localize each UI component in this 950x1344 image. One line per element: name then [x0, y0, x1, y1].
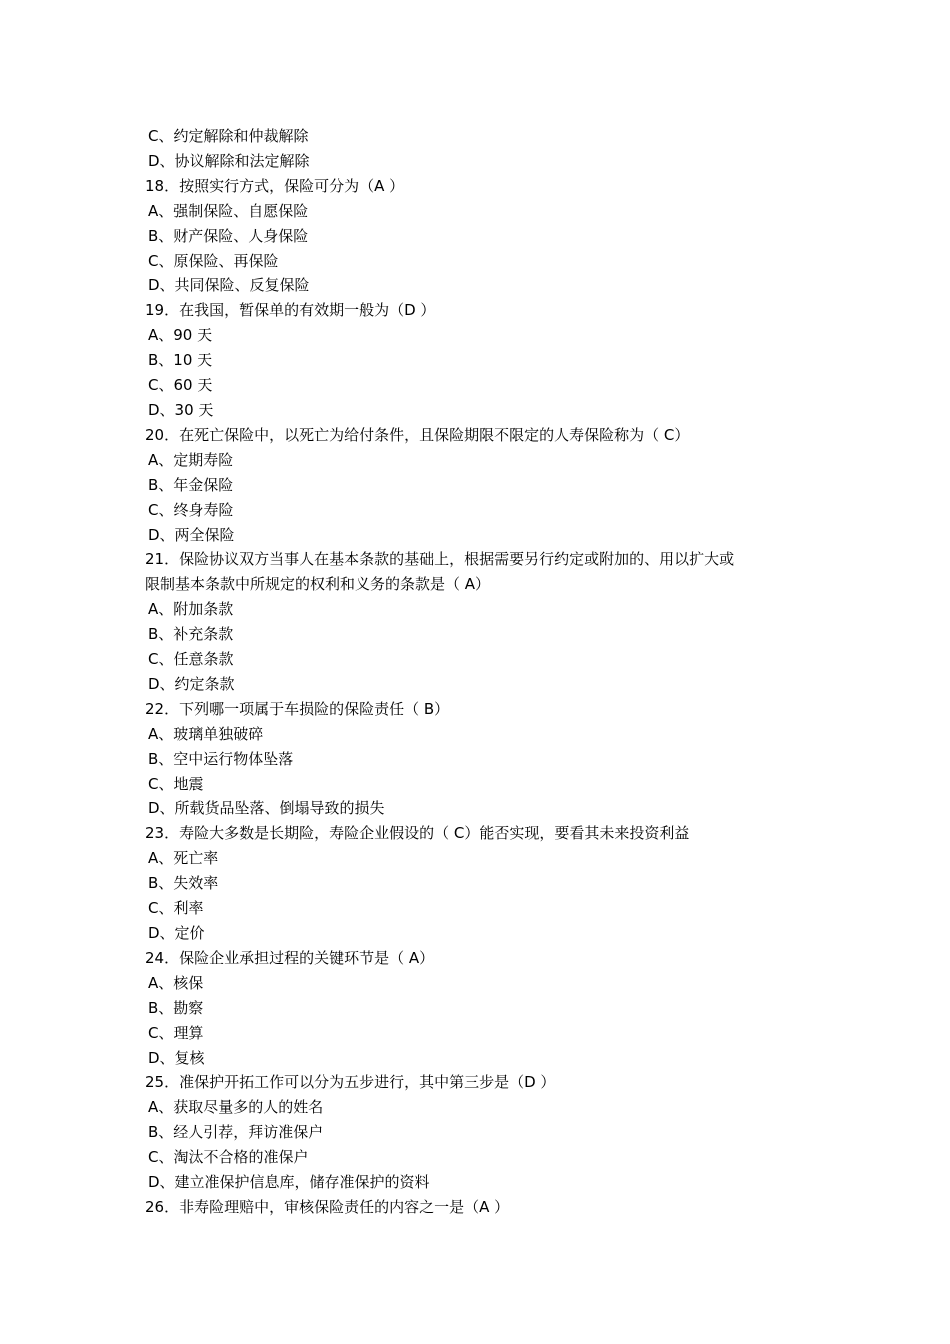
option-line: D、协议解除和法定解除 [148, 151, 310, 170]
question-line-continued: 限制基本条款中所规定的权利和义务的条款是（ A） [145, 575, 491, 594]
option-line: A、定期寿险 [148, 450, 234, 469]
question-line: 24．保险企业承担过程的关键环节是（ A） [145, 948, 435, 967]
option-line: A、获取尽量多的人的姓名 [148, 1098, 324, 1117]
option-line: C、任意条款 [148, 650, 234, 669]
option-line: C、地震 [148, 774, 204, 793]
option-line: A、死亡率 [148, 849, 219, 868]
option-line: B、10 天 [148, 351, 213, 370]
option-line: A、90 天 [148, 326, 213, 345]
option-line: B、财产保险、人身保险 [148, 226, 309, 245]
question-line: 26．非寿险理赔中，审核保险责任的内容之一是（A ） [145, 1197, 510, 1216]
option-line: C、原保险、再保险 [148, 251, 279, 270]
option-line: B、勘察 [148, 998, 204, 1017]
question-line: 25．准保护开拓工作可以分为五步进行，其中第三步是（D ） [145, 1073, 556, 1092]
option-line: D、两全保险 [148, 525, 235, 544]
question-line: 20．在死亡保险中，以死亡为给付条件，且保险期限不限定的人寿保险称为（ C） [145, 425, 690, 444]
option-line: B、失效率 [148, 874, 219, 893]
option-line: B、补充条款 [148, 625, 234, 644]
option-line: B、经人引荐，拜访准保户 [148, 1123, 324, 1142]
option-line: D、30 天 [148, 400, 214, 419]
option-line: D、建立准保护信息库，储存准保护的资料 [148, 1173, 430, 1192]
option-line: D、约定条款 [148, 674, 235, 693]
option-line: A、强制保险、自愿保险 [148, 201, 309, 220]
option-line: C、理算 [148, 1023, 204, 1042]
question-line: 22．下列哪一项属于车损险的保险责任（ B） [145, 699, 450, 718]
question-line: 18．按照实行方式，保险可分为（A ） [145, 176, 405, 195]
option-line: B、空中运行物体坠落 [148, 749, 294, 768]
question-line: 23．寿险大多数是长期险，寿险企业假设的（ C）能否实现，要看其未来投资利益 [145, 824, 690, 843]
option-line: C、淘汰不合格的准保户 [148, 1148, 309, 1167]
option-line: D、所载货品坠落、倒塌导致的损失 [148, 799, 385, 818]
question-line: 19．在我国，暂保单的有效期一般为（D ） [145, 301, 436, 320]
option-line: D、定价 [148, 924, 205, 942]
option-line: A、附加条款 [148, 600, 234, 619]
question-line: 21．保险协议双方当事人在基本条款的基础上，根据需要另行约定或附加的、用以扩大或 [145, 550, 735, 569]
option-line: C、终身寿险 [148, 500, 234, 519]
option-line: B、年金保险 [148, 475, 234, 494]
option-line: A、玻璃单独破碎 [148, 724, 264, 743]
option-line: C、约定解除和仲裁解除 [148, 127, 309, 145]
option-line: A、核保 [148, 973, 204, 992]
option-line: C、60 天 [148, 376, 213, 395]
question-list [145, 124, 825, 1220]
option-line: C、利率 [148, 899, 204, 918]
option-line: D、共同保险、反复保险 [148, 276, 310, 295]
option-line: D、复核 [148, 1048, 205, 1067]
